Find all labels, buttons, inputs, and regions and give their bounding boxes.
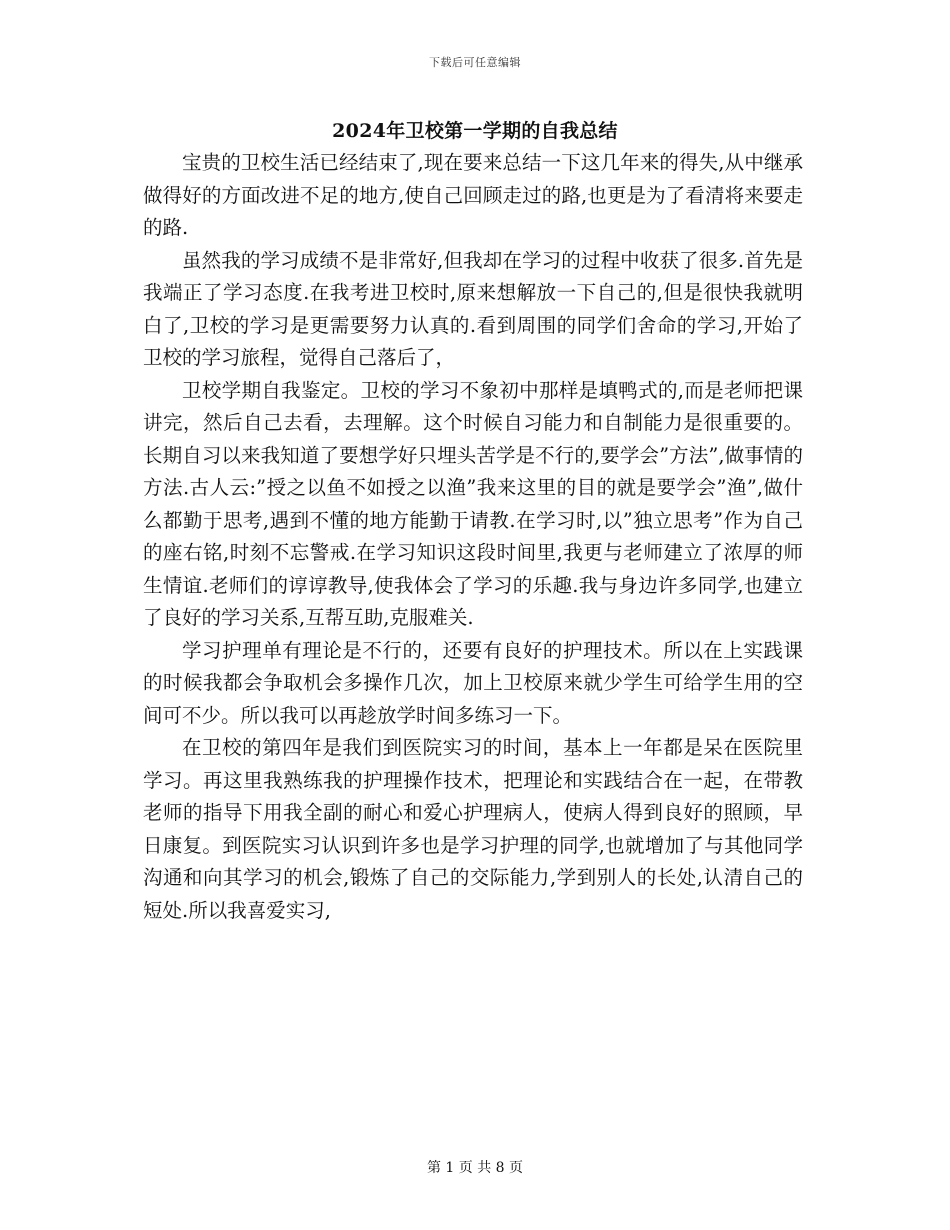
paragraph-4: 学习护理单有理论是不行的，还要有良好的护理技术。所以在上实践课的时候我都会争取机会多操作几次，加上卫校原来就少学生可给学生用的空间可不少。所以我可以再趁放学时间多练习一下。 <box>143 638 803 727</box>
document-body <box>143 147 803 927</box>
header-note: 下载后可任意编辑 <box>429 56 521 69</box>
page-number: 第 1 页 共 8 页 <box>426 1160 524 1176</box>
paragraph-2: 虽然我的学习成绩不是非常好,但我却在学习的过程中收获了很多.首先是我端正了学习态度.在我考进卫校时,原来想解放一下自己的,但是很快我就明白了,卫校的学习是更需要努力认真的.看到周围的同学们舍命的学习,开始了卫校的学习旅程，觉得自己落后了， <box>143 248 803 369</box>
paragraph-3: 卫校学期自我鉴定。卫校的学习不象初中那样是填鸭式的,而是老师把课讲完，然后自己去看，去理解。这个时候自习能力和自制能力是很重要的。长期自习以来我知道了要想学好只埋头苦学是不行的,要学会”方法”,做事情的方法.古人云:”授之以鱼不如授之以渔”我来这里的目的就是要学会”渔”,做什么都勤于思考,遇到不懂的地方能勤于请教.在学习时,以”独立思考”作为自己的座右铭,时刻不忘警戒.在学习知识这段时间里,我更与老师建立了浓厚的师生情谊.老师们的谆谆教导,使我体会了学习的乐趣.我与身边许多同学,也建立了良好的学习关系,互帮互助,克服难关. <box>143 378 803 629</box>
paragraph-1: 宝贵的卫校生活已经结束了,现在要来总结一下这几年来的得失,从中继承做得好的方面改进不足的地方,使自己回顾走过的路,也更是为了看清将来要走的路. <box>143 151 803 239</box>
document-title: 2024年卫校第一学期的自我总结 <box>332 120 618 142</box>
paragraph-5: 在卫校的第四年是我们到医院实习的时间，基本上一年都是呆在医院里学习。再这里我熟练我的护理操作技术，把理论和实践结合在一起，在带教老师的指导下用我全副的耐心和爱心护理病人，使病人得到良好的照顾，早日康复。到医院实习认识到许多也是学习护理的同学,也就增加了与其他同学沟通和向其学习的机会,锻炼了自己的交际能力,学到别人的长处,认清自己的短处.所以我喜爱实习, <box>143 736 803 922</box>
